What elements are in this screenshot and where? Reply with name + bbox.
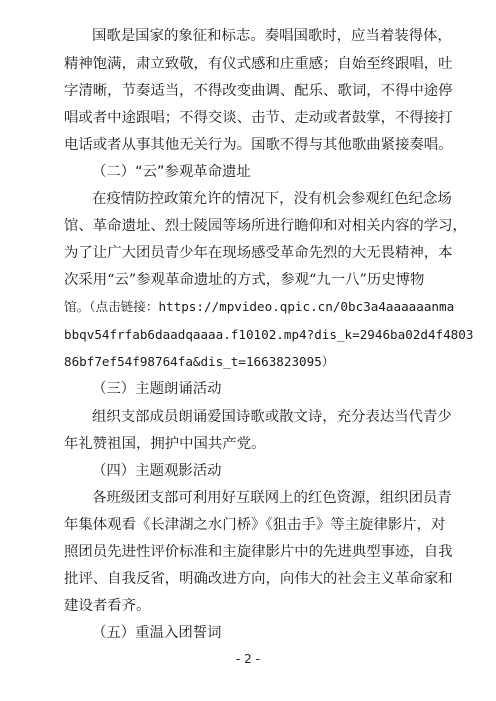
paragraph-line: 照团员先进性评价标准和主旋律影片中的先进典型事迹，自我: [64, 544, 453, 560]
paragraph-line: 建设者看齐。: [64, 598, 151, 614]
paragraph-line: 批评、自我反省，明确改进方向，向伟大的社会主义革命家和: [64, 571, 453, 587]
paragraph-line: 字清晰，节奏适当，不得改变曲调、配乐、歌词，不得中途停: [64, 83, 453, 99]
paragraph-line: 组织支部成员朗诵爱国诗歌或散文诗，充分表达当代青少: [92, 409, 452, 425]
paragraph-line: 电话或者从事其他无关行为。国歌不得与其他歌曲紧接奏唱。: [64, 137, 453, 153]
paragraph-line: 唱或者中途跟唱；不得交谈、击节、走动或者鼓掌，不得接打: [64, 110, 453, 126]
link-line: bbqv54frfab6daadqaaaa.f10102.mp4?dis_k=2946ba02d4f4803: [64, 327, 474, 342]
paragraph-line: 精神饱满，肃立致敬，有仪式感和庄重感；自始至终跟唱，吐: [64, 56, 453, 72]
paragraph-line: 为了让广大团员青少年在现场感受革命先烈的大无畏精神，本: [64, 245, 453, 261]
page-number: - 2 -: [236, 652, 260, 666]
paragraph-line: 各班级团支部可利用好互联网上的红色资源，组织团员青: [92, 490, 452, 506]
paragraph-line: 年礼赞祖国，拥护中国共产党。: [64, 436, 266, 452]
paragraph-line: 年集体观看《长津湖之水门桥》《狙击手》等主旋律影片，对: [64, 517, 446, 533]
paragraph-line: 在疫情防控政策允许的情况下，没有机会参观红色纪念场: [92, 191, 452, 207]
section-heading: （四）主题观影活动: [92, 463, 222, 479]
section-heading: （五）重温入团誓词: [92, 625, 222, 641]
section-heading: （二）“云”参观革命遗址: [92, 164, 251, 180]
link-line: 馆。（点击链接：https://mpvideo.qpic.cn/0bc3a4aaaaaanma: [64, 299, 455, 314]
paragraph-line: 次采用“云”参观革命遗址的方式，参观“九一八”历史博物: [64, 272, 425, 288]
section-heading: （三）主题朗诵活动: [92, 381, 222, 397]
paragraph-line: 馆、革命遗址、烈士陵园等场所进行瞻仰和对相关内容的学习，: [64, 218, 467, 234]
paragraph-line: 国歌是国家的象征和标志。奏唱国歌时，应当着装得体，: [92, 28, 452, 44]
link-line: 86bf7ef54f98764fa&dis_t=1663823095）: [64, 354, 335, 369]
